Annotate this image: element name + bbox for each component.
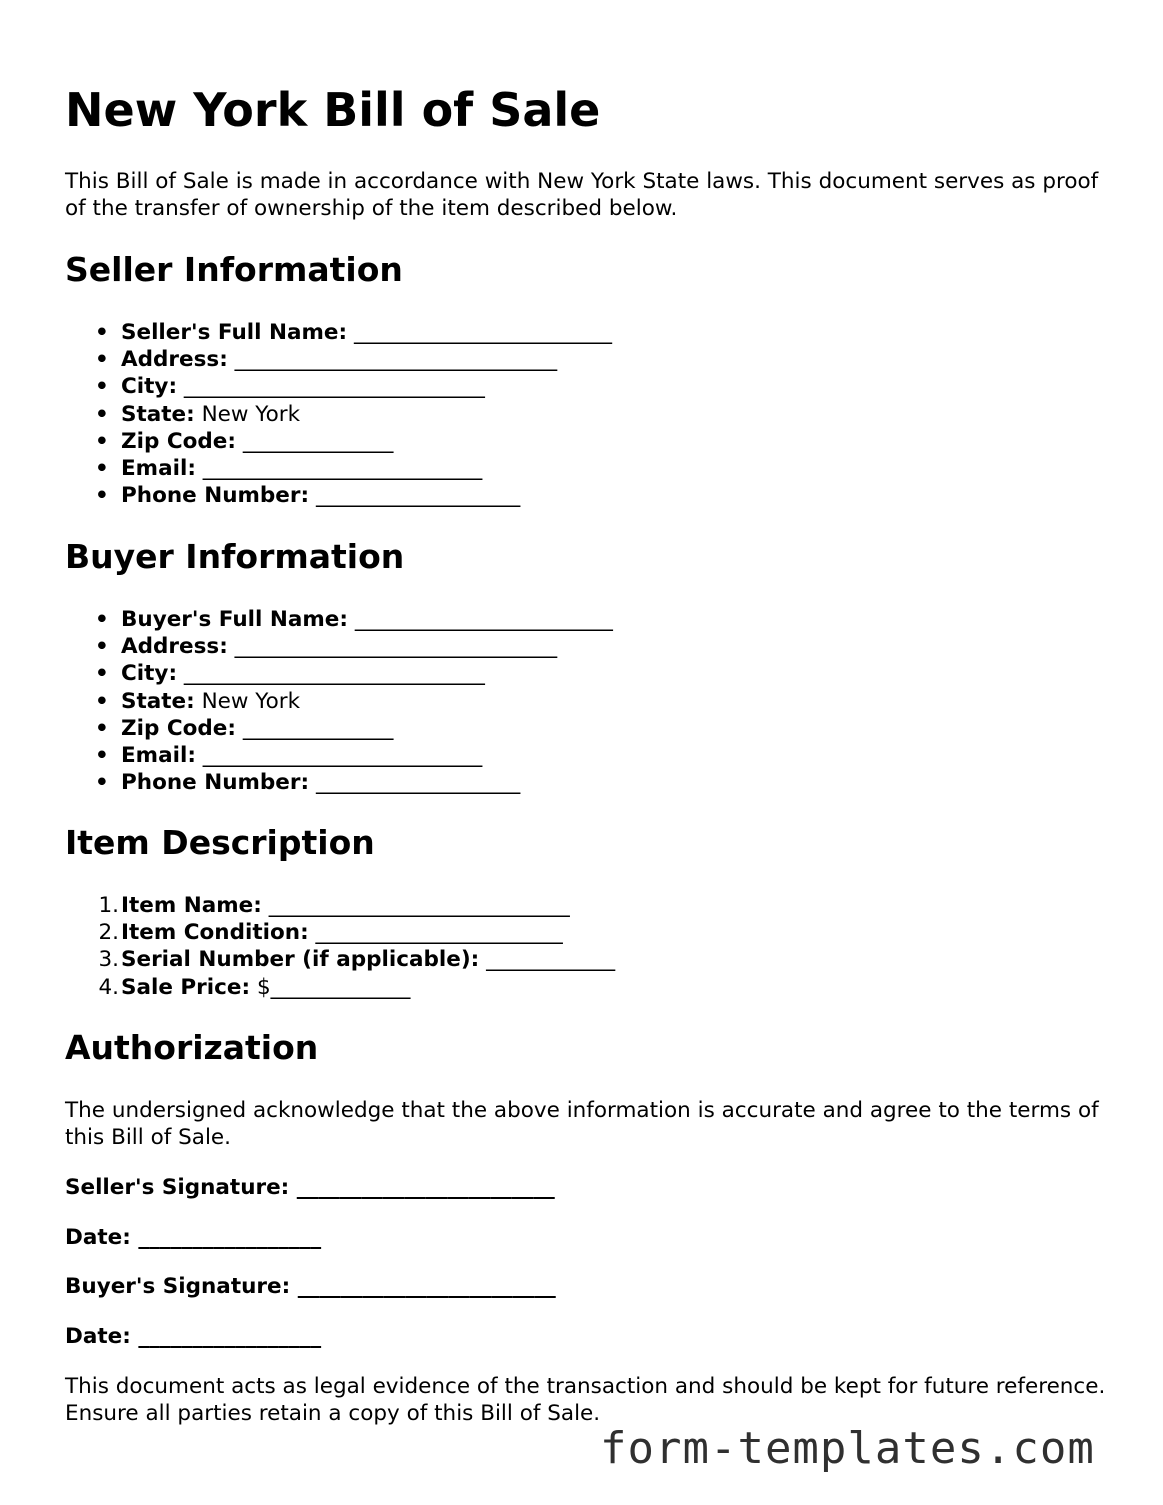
item-list xyxy=(98,892,616,1001)
seller-state-item: • State: New York xyxy=(121,401,612,428)
seller-phone-field[interactable]: ___________________ xyxy=(315,483,521,509)
seller-date-field[interactable]: _________________ xyxy=(138,1225,322,1250)
buyer-address-field[interactable]: ______________________________ xyxy=(234,634,558,660)
item-heading: Item Description xyxy=(65,823,375,862)
item-condition-item: 2. Item Condition: _______________________ xyxy=(98,920,563,946)
buyer-email-field[interactable]: __________________________ xyxy=(202,743,483,769)
item-name-field[interactable]: ____________________________ xyxy=(268,893,570,918)
buyer-heading: Buyer Information xyxy=(65,537,405,576)
buyer-zip-item: • Zip Code: ______________ xyxy=(121,715,613,742)
seller-heading: Seller Information xyxy=(65,250,403,289)
authorization-text: The undersigned acknowledge that the above information is accurate and agree to the terms of this Bill of Sale. xyxy=(65,1098,1099,1150)
sale-price-item: 4. Sale Price: $_____________ xyxy=(98,974,411,1000)
buyer-signature-field[interactable]: ________________________ xyxy=(297,1274,556,1299)
serial-number-item: 3. Serial Number (if applicable): ____________ xyxy=(98,947,616,973)
seller-address-item: • Address: ______________________________ xyxy=(121,346,612,373)
item-name-item: 1. Item Name: ____________________________ xyxy=(98,893,570,918)
buyer-city-item: • City: ____________________________ xyxy=(121,660,613,687)
item-condition-field[interactable]: _______________________ xyxy=(315,920,563,946)
buyer-phone-item: • Phone Number: ___________________ xyxy=(121,769,613,796)
seller-email-item: • Email: __________________________ xyxy=(121,455,612,482)
seller-email-field[interactable]: __________________________ xyxy=(202,456,483,482)
buyer-email-item: • Email: __________________________ xyxy=(121,742,613,769)
authorization-heading: Authorization xyxy=(65,1028,319,1067)
seller-full-name-field[interactable]: ________________________ xyxy=(353,320,612,345)
buyer-state-item: • State: New York xyxy=(121,688,613,715)
seller-list xyxy=(121,319,612,509)
intro-paragraph: This Bill of Sale is made in accordance with New York State laws. This document serves as proof of the transfer of ownership of the item described below. xyxy=(65,169,1099,221)
seller-phone-item: • Phone Number: ___________________ xyxy=(121,482,612,509)
buyer-phone-field[interactable]: ___________________ xyxy=(315,770,521,796)
seller-date-row: Date: _________________ xyxy=(65,1225,322,1250)
seller-full-name-item: • Seller's Full Name: ________________________ xyxy=(121,319,612,346)
seller-zip-item: • Zip Code: ______________ xyxy=(121,428,612,455)
buyer-full-name-field[interactable]: ________________________ xyxy=(354,607,613,632)
serial-number-field[interactable]: ____________ xyxy=(486,947,616,973)
buyer-date-row: Date: _________________ xyxy=(65,1324,322,1349)
buyer-city-field[interactable]: ____________________________ xyxy=(183,661,485,687)
document-title: New York Bill of Sale xyxy=(65,83,601,137)
sale-price-field[interactable]: $_____________ xyxy=(256,974,411,1000)
buyer-full-name-item: • Buyer's Full Name: ________________________ xyxy=(121,606,613,633)
seller-zip-field[interactable]: ______________ xyxy=(242,428,394,454)
watermark: form-templates.com xyxy=(600,1423,1095,1474)
seller-address-field[interactable]: ______________________________ xyxy=(234,347,558,373)
buyer-signature-row: Buyer's Signature: ________________________ xyxy=(65,1274,556,1299)
seller-city-field[interactable]: ____________________________ xyxy=(183,374,485,400)
seller-signature-field[interactable]: ________________________ xyxy=(296,1175,555,1200)
seller-signature-row: Seller's Signature: ________________________ xyxy=(65,1175,555,1200)
seller-city-item: • City: ____________________________ xyxy=(121,373,612,400)
seller-state-value: New York xyxy=(201,401,301,427)
buyer-date-field[interactable]: _________________ xyxy=(138,1324,322,1349)
buyer-state-value: New York xyxy=(201,688,301,714)
buyer-address-item: • Address: ______________________________ xyxy=(121,633,613,660)
buyer-zip-field[interactable]: ______________ xyxy=(242,715,394,741)
closing-paragraph: This document acts as legal evidence of the transaction and should be kept for future reference. Ensure all parties retain a copy of this Bill of Sale. xyxy=(65,1374,1106,1426)
buyer-list xyxy=(121,606,613,796)
